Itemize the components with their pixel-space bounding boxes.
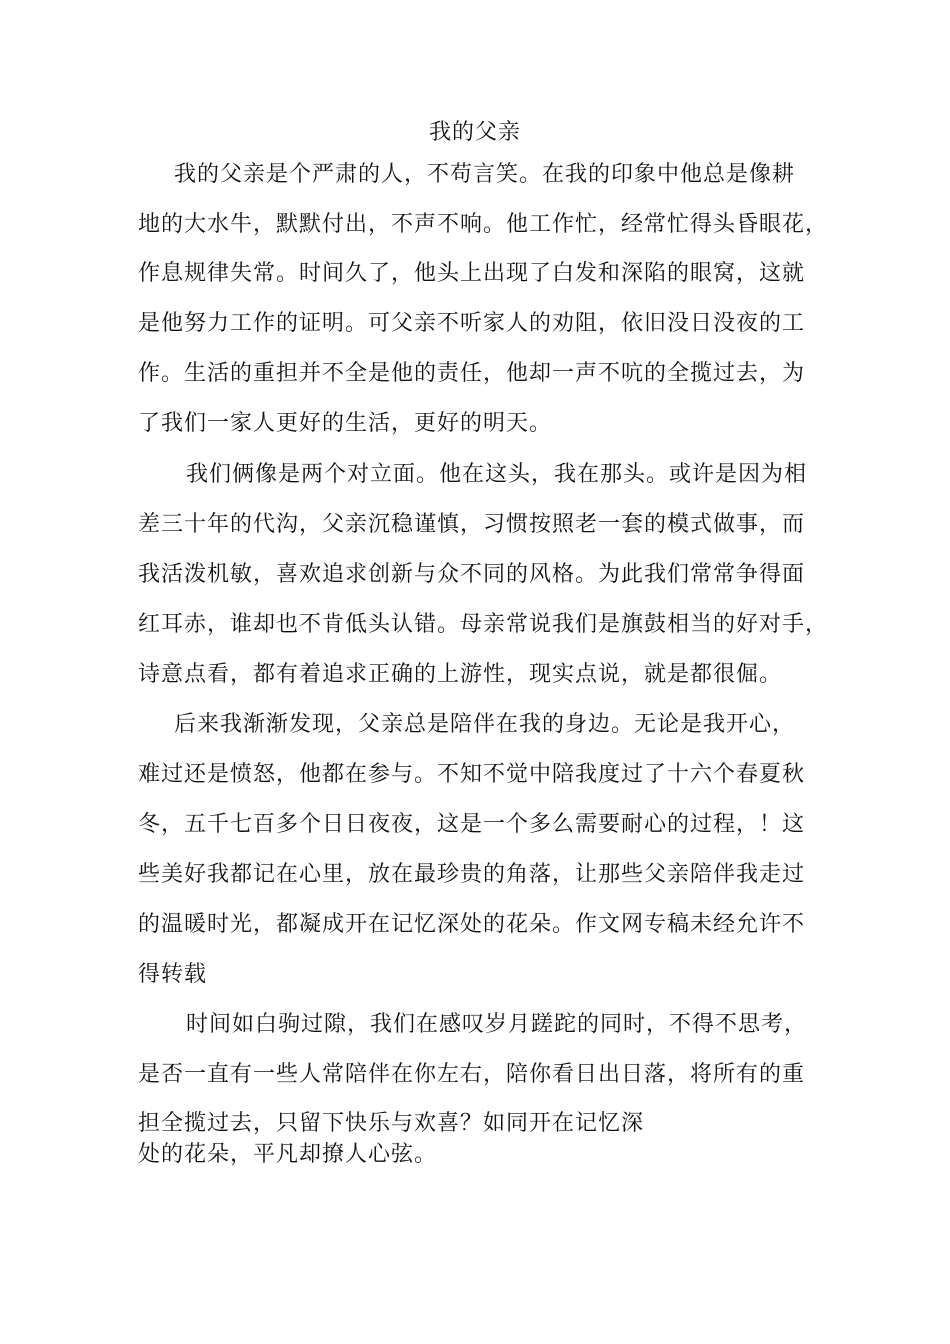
text-line: 后来我渐渐发现，父亲总是陪伴在我的身边。无论是我开心， [174,712,796,737]
text-line: 差三十年的代沟，父亲沉稳谨慎，习惯按照老一套的模式做事，而 [138,512,806,537]
document-title: 我的父亲 [428,120,521,145]
text-line: 得转载 [138,962,208,987]
text-line: 些美好我都记在心里，放在最珍贵的角落，让那些父亲陪伴我走过 [138,862,806,887]
text-line: 时间如白驹过隙，我们在感叹岁月蹉跎的同时，不得不思考， [186,1012,808,1037]
text-line: 是他努力工作的证明。可父亲不听家人的劝阻，依旧没日没夜的工 [138,311,806,336]
text-line: 处的花朵，平凡却撩人心弦。 [138,1142,438,1167]
text-line: 我活泼机敏，喜欢追求创新与众不同的风格。为此我们常常争得面 [138,562,806,587]
text-line: 作息规律失常。时间久了，他头上出现了白发和深陷的眼窝，这就 [138,261,806,286]
text-line: 了我们一家人更好的生活，更好的明天。 [138,411,553,436]
text-line: 担全揽过去，只留下快乐与欢喜？如同开在记忆深 [138,1111,645,1136]
text-line: 难过还是愤怒，他都在参与。不知不觉中陪我度过了十六个春夏秋 [138,762,806,787]
text-line: 地的大水牛，默默付出，不声不响。他工作忙，经常忙得头昏眼花， [138,212,829,237]
text-line: 我们俩像是两个对立面。他在这头，我在那头。或许是因为相 [186,462,808,487]
text-line: 的温暖时光，都凝成开在记忆深处的花朵。作文网专稿未经允许不 [138,912,806,937]
text-line: 是否一直有一些人常陪伴在你左右，陪你看日出日落，将所有的重 [138,1062,806,1087]
text-line: 冬，五千七百多个日日夜夜，这是一个多么需要耐心的过程，！这 [138,812,806,837]
text-line: 诗意点看，都有着追求正确的上游性，现实点说，就是都很倔。 [138,662,783,687]
text-line: 红耳赤，谁却也不肯低头认错。母亲常说我们是旗鼓相当的好对手， [138,612,829,637]
text-line: 我的父亲是个严肃的人，不苟言笑。在我的印象中他总是像耕 [174,162,796,187]
text-line: 作。生活的重担并不全是他的责任，他却一声不吭的全揽过去，为 [138,361,806,386]
